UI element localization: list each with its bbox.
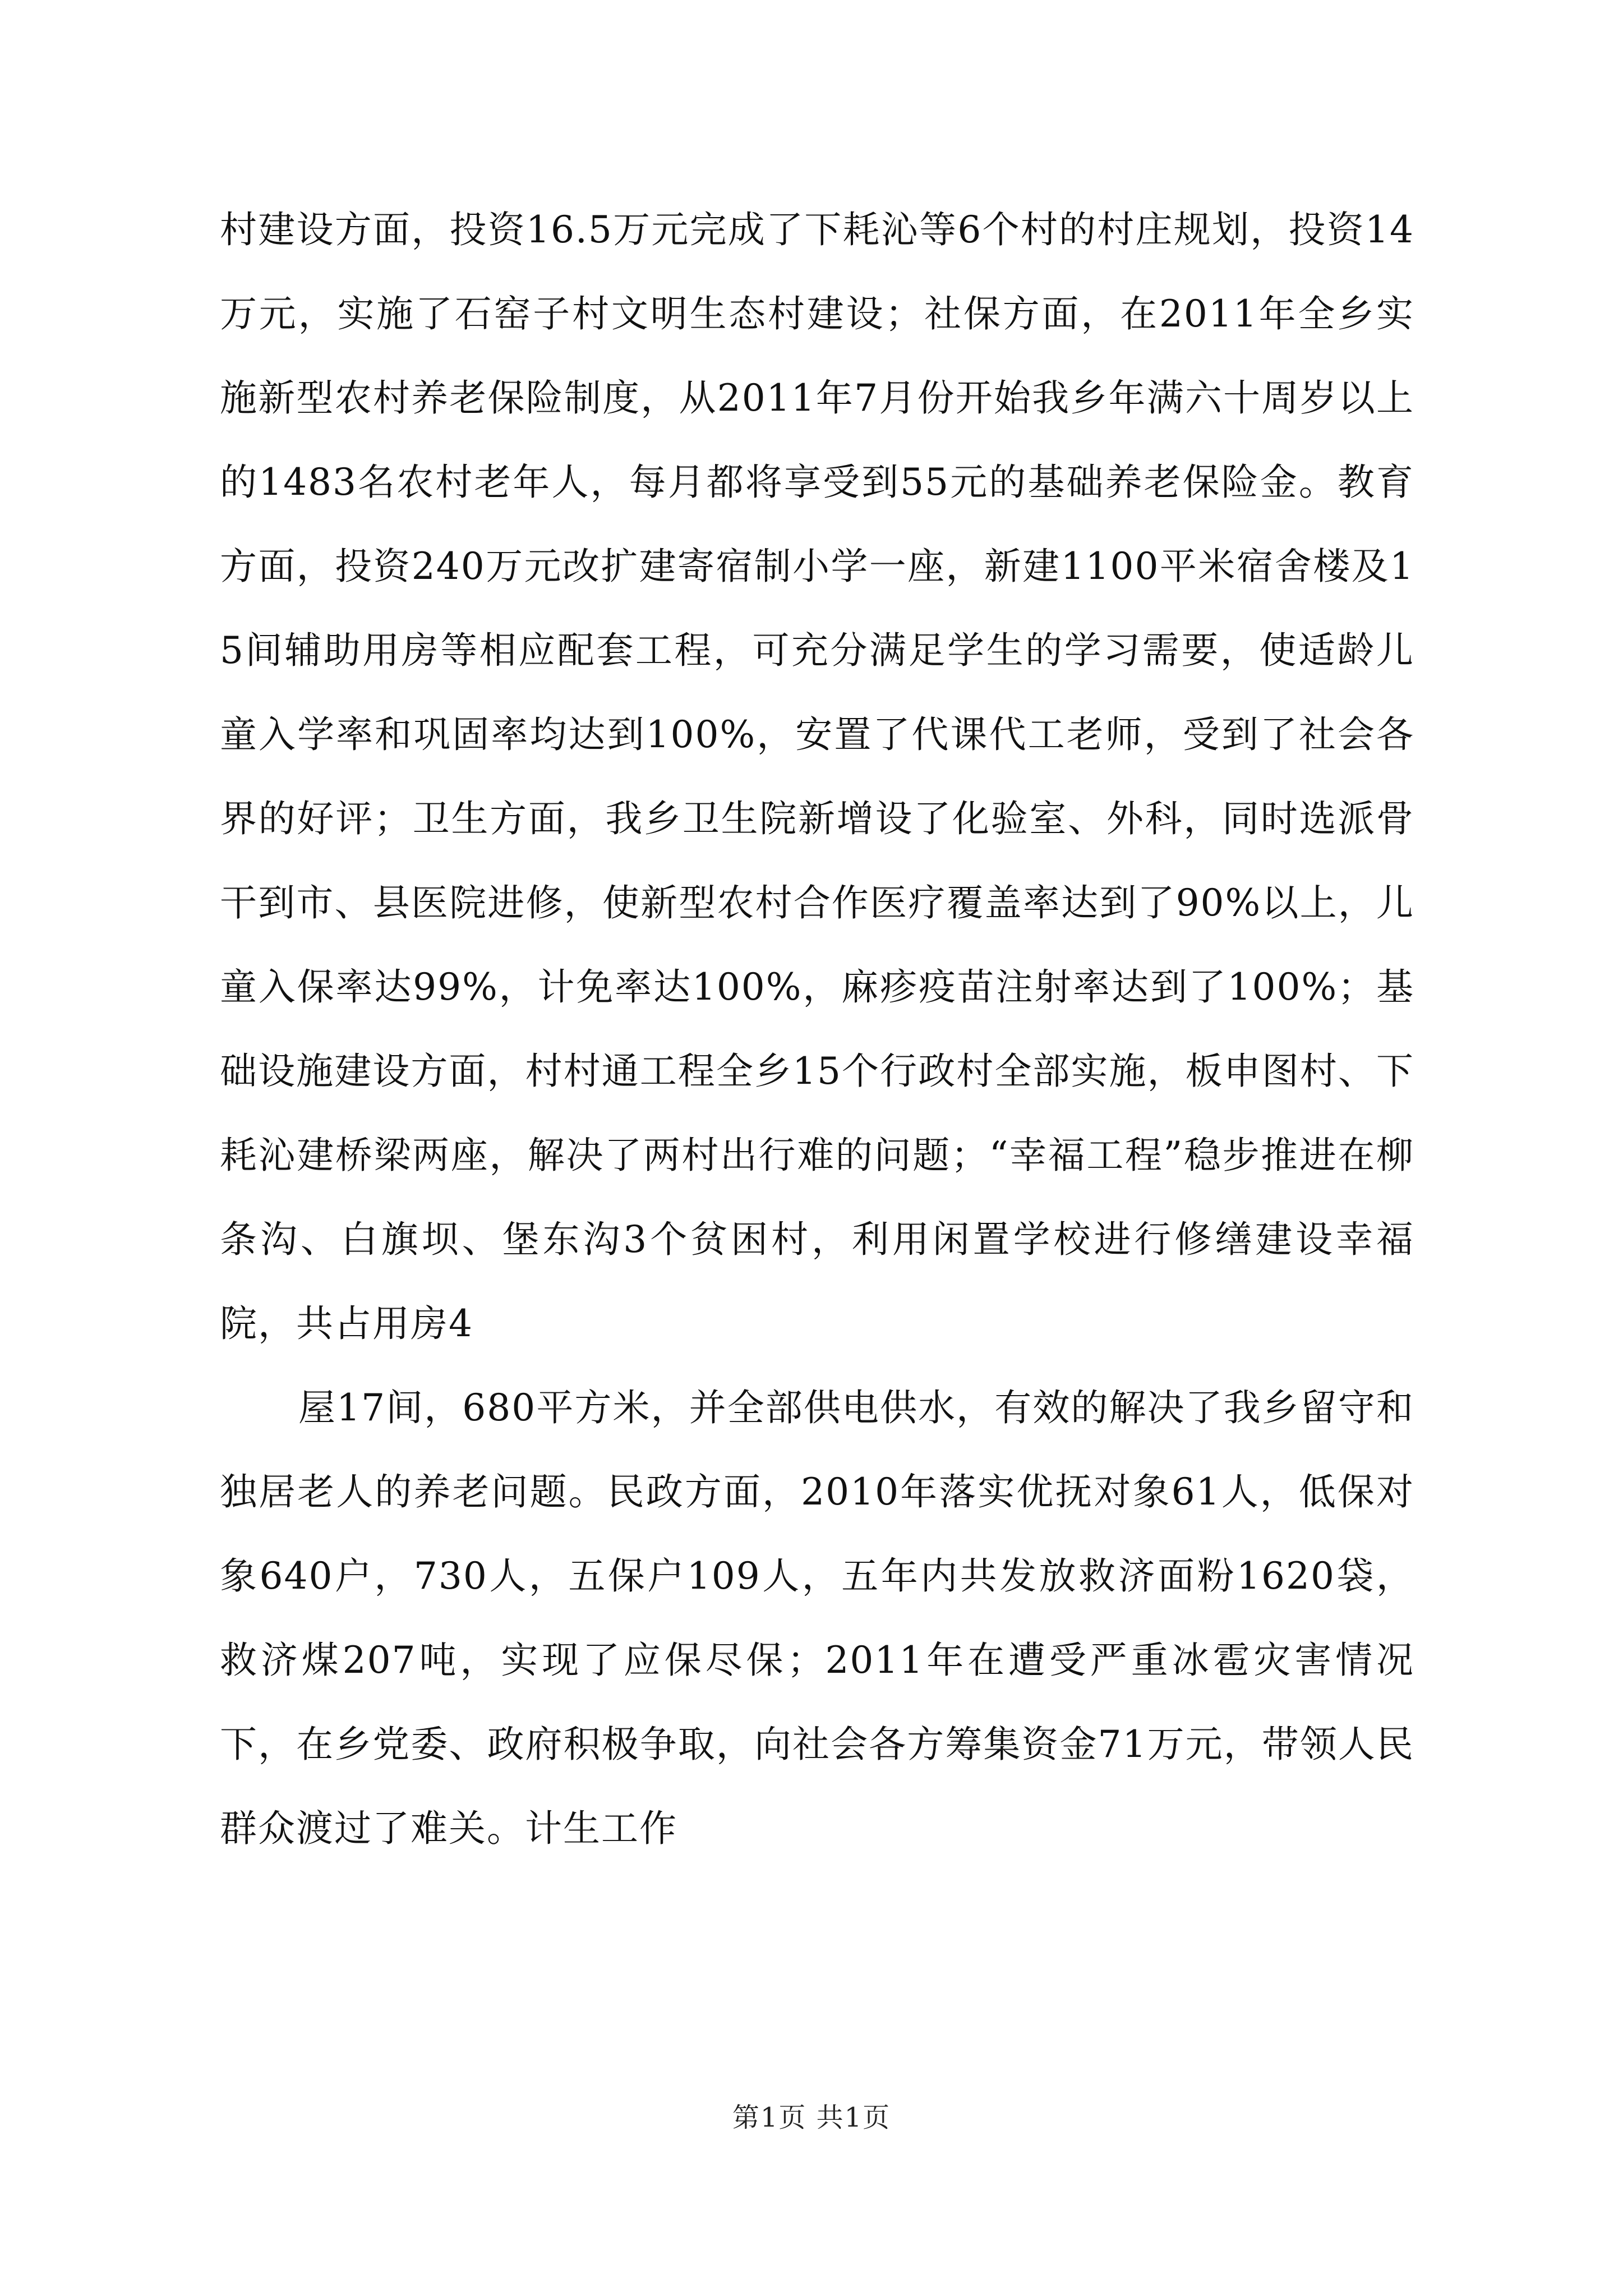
document-body xyxy=(220,188,1414,1871)
page-number-label: 第1页 共1页 xyxy=(732,2102,891,2133)
page-footer xyxy=(0,2101,1623,2134)
paragraph-1: 村建设方面，投资16.5万元完成了下耗沁等6个村的村庄规划，投资14万元，实施了石窑子村文明生态村建设；社保方面，在2011年全乡实施新型农村养老保险制度，从2011年7月份开始我乡年满六十周岁以上的1483名农村老年人，每月都将享受到55元的基础养老保险金。教育方面，投资240万元改扩建寄宿制小学一座，新建1100平米宿舍楼及15间辅助用房等相应配套工程，可充分满足学生的学习需要，使适龄儿童入学率和巩固率均达到100%，安置了代课代工老师，受到了社会各界的好评；卫生方面，我乡卫生院新增设了化验室、外科，同时选派骨干到市、县医院进修，使新型农村合作医疗覆盖率达到了90%以上，儿童入保率达99%，计免率达100%，麻疹疫苗注射率达到了100%；基础设施建设方面，村村通工程全乡15个行政村全部实施，板申图村、下耗沁建桥梁两座，解决了两村出行难的问题；“幸福工程”稳步推进在柳条沟、白旗坝、堡东沟3个贫困村，利用闲置学校进行修缮建设幸福院，共占用房4 xyxy=(220,208,1414,1345)
paragraph-2: 屋17间，680平方米，并全部供电供水，有效的解决了我乡留守和独居老人的养老问题。民政方面，2010年落实优抚对象61人，低保对象640户，730人，五保户109人，五年内共发放救济面粉1620袋，救济煤207吨，实现了应保尽保；2011年在遭受严重冰雹灾害情况下，在乡党委、政府积极争取，向社会各方筹集资金71万元，带领人民群众渡过了难关。计生工作 xyxy=(220,1386,1414,1850)
